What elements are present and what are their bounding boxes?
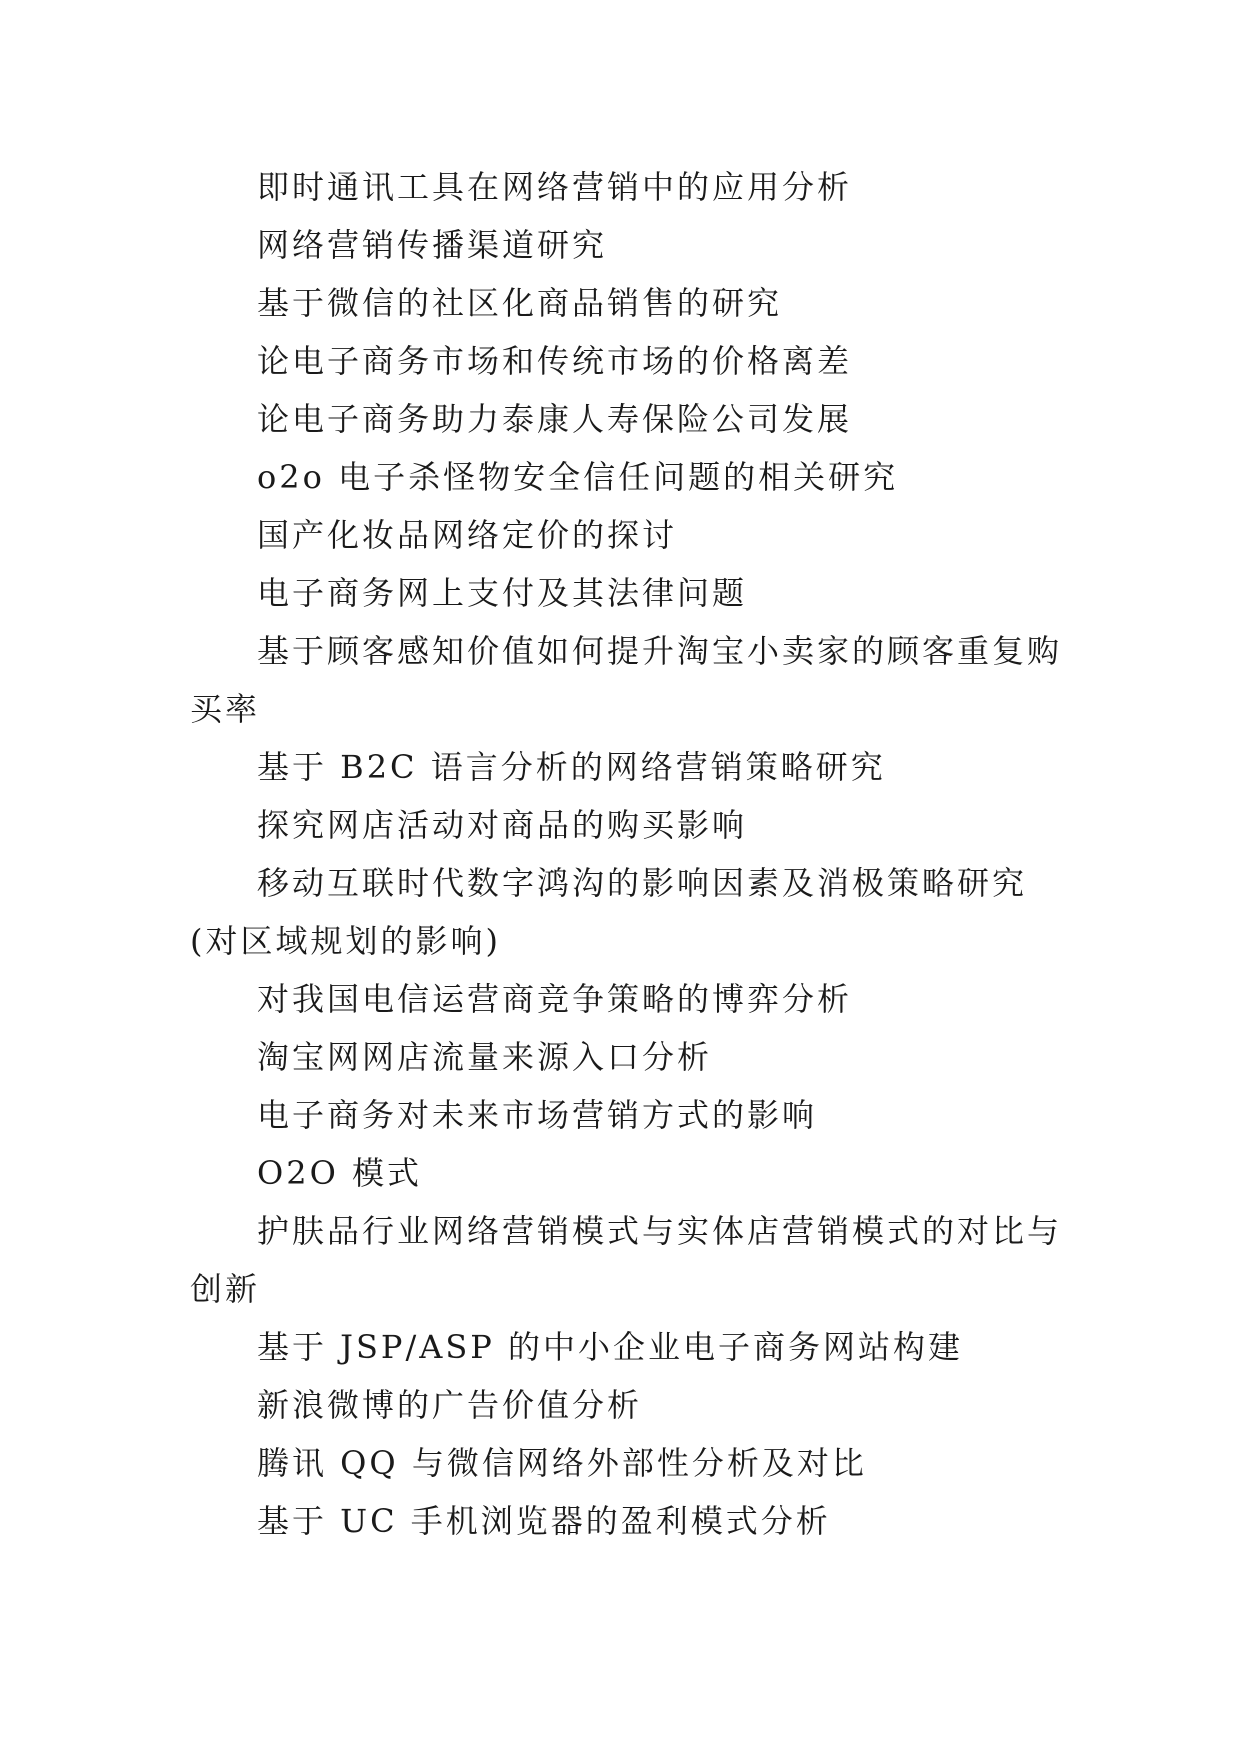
list-item: 基于顾客感知价值如何提升淘宝小卖家的顾客重复购买率 [190,632,1063,728]
list-item: 基于 JSP/ASP 的中小企业电子商务网站构建 [257,1328,963,1366]
list-item: 新浪微博的广告价值分析 [257,1386,643,1424]
list-item: 即时通讯工具在网络营销中的应用分析 [257,168,853,206]
list-item: 腾讯 QQ 与微信网络外部性分析及对比 [257,1444,867,1482]
list-item: 网络营销传播渠道研究 [257,226,608,264]
list-item: 电子商务对未来市场营销方式的影响 [257,1096,818,1134]
list-item: 对我国电信运营商竞争策略的博弈分析 [257,980,853,1018]
list-item: 基于 B2C 语言分析的网络营销策略研究 [257,748,886,786]
list-item: O2O 模式 [257,1154,423,1192]
list-item: o2o 电子杀怪物安全信任问题的相关研究 [257,458,899,496]
list-item: 基于微信的社区化商品销售的研究 [257,284,783,322]
topic-list [190,158,1070,1550]
list-item: 探究网店活动对商品的购买影响 [257,806,748,844]
list-item: 基于 UC 手机浏览器的盈利模式分析 [257,1502,831,1540]
list-item: 淘宝网网店流量来源入口分析 [257,1038,713,1076]
list-item: 论电子商务助力泰康人寿保险公司发展 [257,400,853,438]
list-item: 国产化妆品网络定价的探讨 [257,516,678,554]
list-item: 电子商务网上支付及其法律问题 [257,574,748,612]
list-item: 论电子商务市场和传统市场的价格离差 [257,342,853,380]
list-item: 移动互联时代数字鸿沟的影响因素及消极策略研究(对区域规划的影响) [190,864,1028,960]
list-item: 护肤品行业网络营销模式与实体店营销模式的对比与创新 [190,1212,1063,1308]
